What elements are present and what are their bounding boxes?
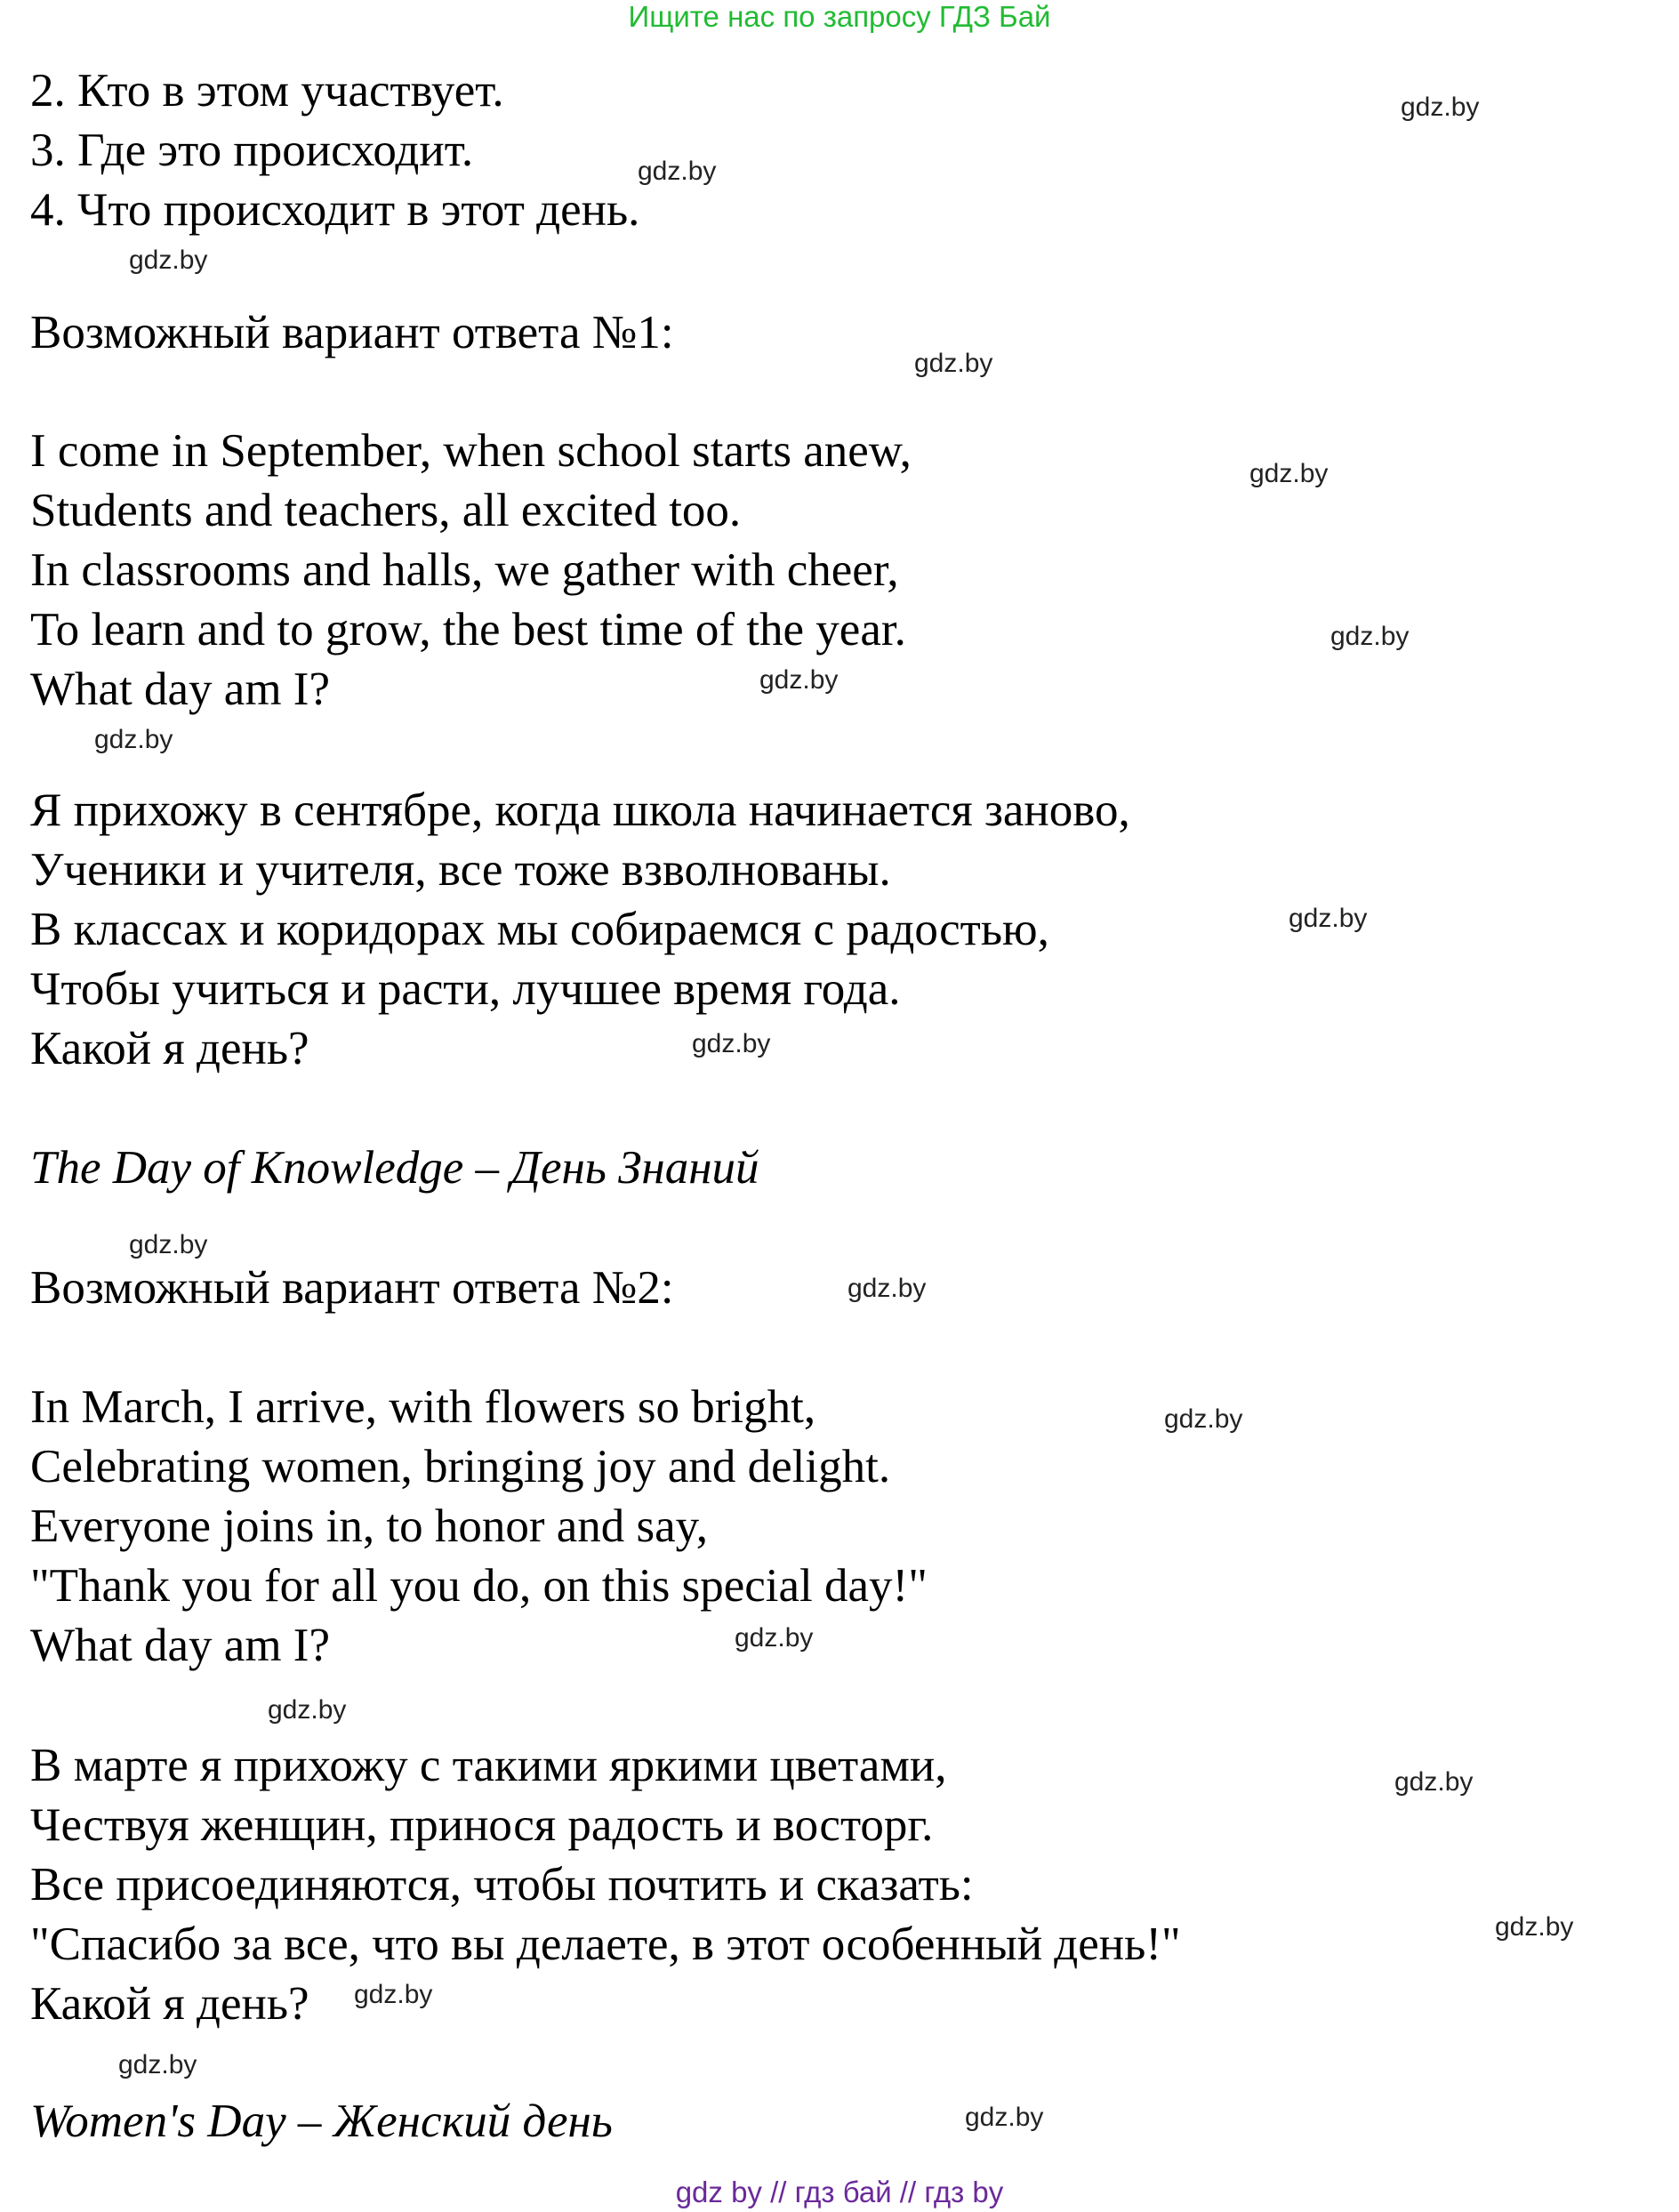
watermark: gdz.by <box>1401 93 1480 122</box>
question-2: 2. Кто в этом участвует. <box>30 65 504 117</box>
answer2-ru-line-4: "Спасибо за все, что вы делаете, в этот особенный день!" <box>30 1918 1181 1970</box>
watermark: gdz.by <box>848 1274 927 1303</box>
answer2-en-line-5: What day am I? <box>30 1620 330 1671</box>
answer2-ru-line-5: Какой я день? <box>30 1978 309 2030</box>
answer1-en-line-1: I come in September, when school starts anew, <box>30 425 912 477</box>
answer1-ru-line-3: В классах и коридорах мы собираемся с радостью, <box>30 904 1049 955</box>
search-hint-link[interactable]: Ищите нас по запросу ГДЗ Бай <box>628 0 1051 33</box>
answer2-ru-line-3: Все присоединяются, чтобы почтить и сказать: <box>30 1859 974 1910</box>
watermark: gdz.by <box>638 157 717 186</box>
answer1-solution: The Day of Knowledge – День Знаний <box>30 1142 759 1194</box>
watermark: gdz.by <box>1394 1767 1474 1797</box>
watermark: gdz.by <box>965 2103 1044 2132</box>
answer1-en-line-5: What day am I? <box>30 664 330 715</box>
answer2-en-line-4: "Thank you for all you do, on this special day!" <box>30 1560 928 1612</box>
watermark: gdz.by <box>1495 1912 1574 1942</box>
answer1-ru-line-1: Я прихожу в сентябре, когда школа начинается заново, <box>30 784 1130 836</box>
answer1-en-line-4: To learn and to grow, the best time of the year. <box>30 604 906 656</box>
answer2-en-line-1: In March, I arrive, with flowers so bright, <box>30 1381 816 1433</box>
watermark: gdz.by <box>735 1623 814 1653</box>
watermark: gdz.by <box>94 725 173 754</box>
watermark: gdz.by <box>759 665 839 695</box>
answer2-ru-line-1: В марте я прихожу с такими яркими цветами, <box>30 1740 947 1791</box>
watermark: gdz.by <box>914 349 993 378</box>
question-3: 3. Где это происходит. <box>30 125 474 176</box>
answer1-ru-line-4: Чтобы учиться и расти, лучшее время года. <box>30 963 901 1015</box>
watermark: gdz.by <box>692 1029 771 1058</box>
watermark: gdz.by <box>354 1980 433 2009</box>
watermark: gdz.by <box>1289 904 1368 933</box>
watermark: gdz.by <box>1164 1404 1243 1434</box>
answer2-en-line-2: Celebrating women, bringing joy and delight. <box>30 1441 891 1492</box>
answer1-en-line-2: Students and teachers, all excited too. <box>30 485 742 536</box>
answer1-en-line-3: In classrooms and halls, we gather with cheer, <box>30 544 899 596</box>
answer2-ru-line-2: Чествуя женщин, принося радость и восторг. <box>30 1799 934 1851</box>
watermark: gdz.by <box>129 1230 208 1259</box>
answer1-ru-line-2: Ученики и учителя, все тоже взволнованы. <box>30 844 891 896</box>
watermark: gdz.by <box>1330 622 1410 651</box>
watermark: gdz.by <box>118 2050 197 2079</box>
answer2-en-line-3: Everyone joins in, to honor and say, <box>30 1500 708 1552</box>
question-4: 4. Что происходит в этот день. <box>30 184 640 236</box>
watermark: gdz.by <box>129 245 208 275</box>
answer1-ru-line-5: Какой я день? <box>30 1023 309 1074</box>
answer2-solution: Women's Day – Женский день <box>30 2095 613 2147</box>
watermark: gdz.by <box>268 1695 347 1725</box>
footer-links[interactable]: gdz by // гдз бай // гдз by <box>675 2176 1004 2208</box>
answer1-heading: Возможный вариант ответа №1: <box>30 307 674 358</box>
answer2-heading: Возможный вариант ответа №2: <box>30 1262 674 1314</box>
watermark: gdz.by <box>1249 459 1329 488</box>
